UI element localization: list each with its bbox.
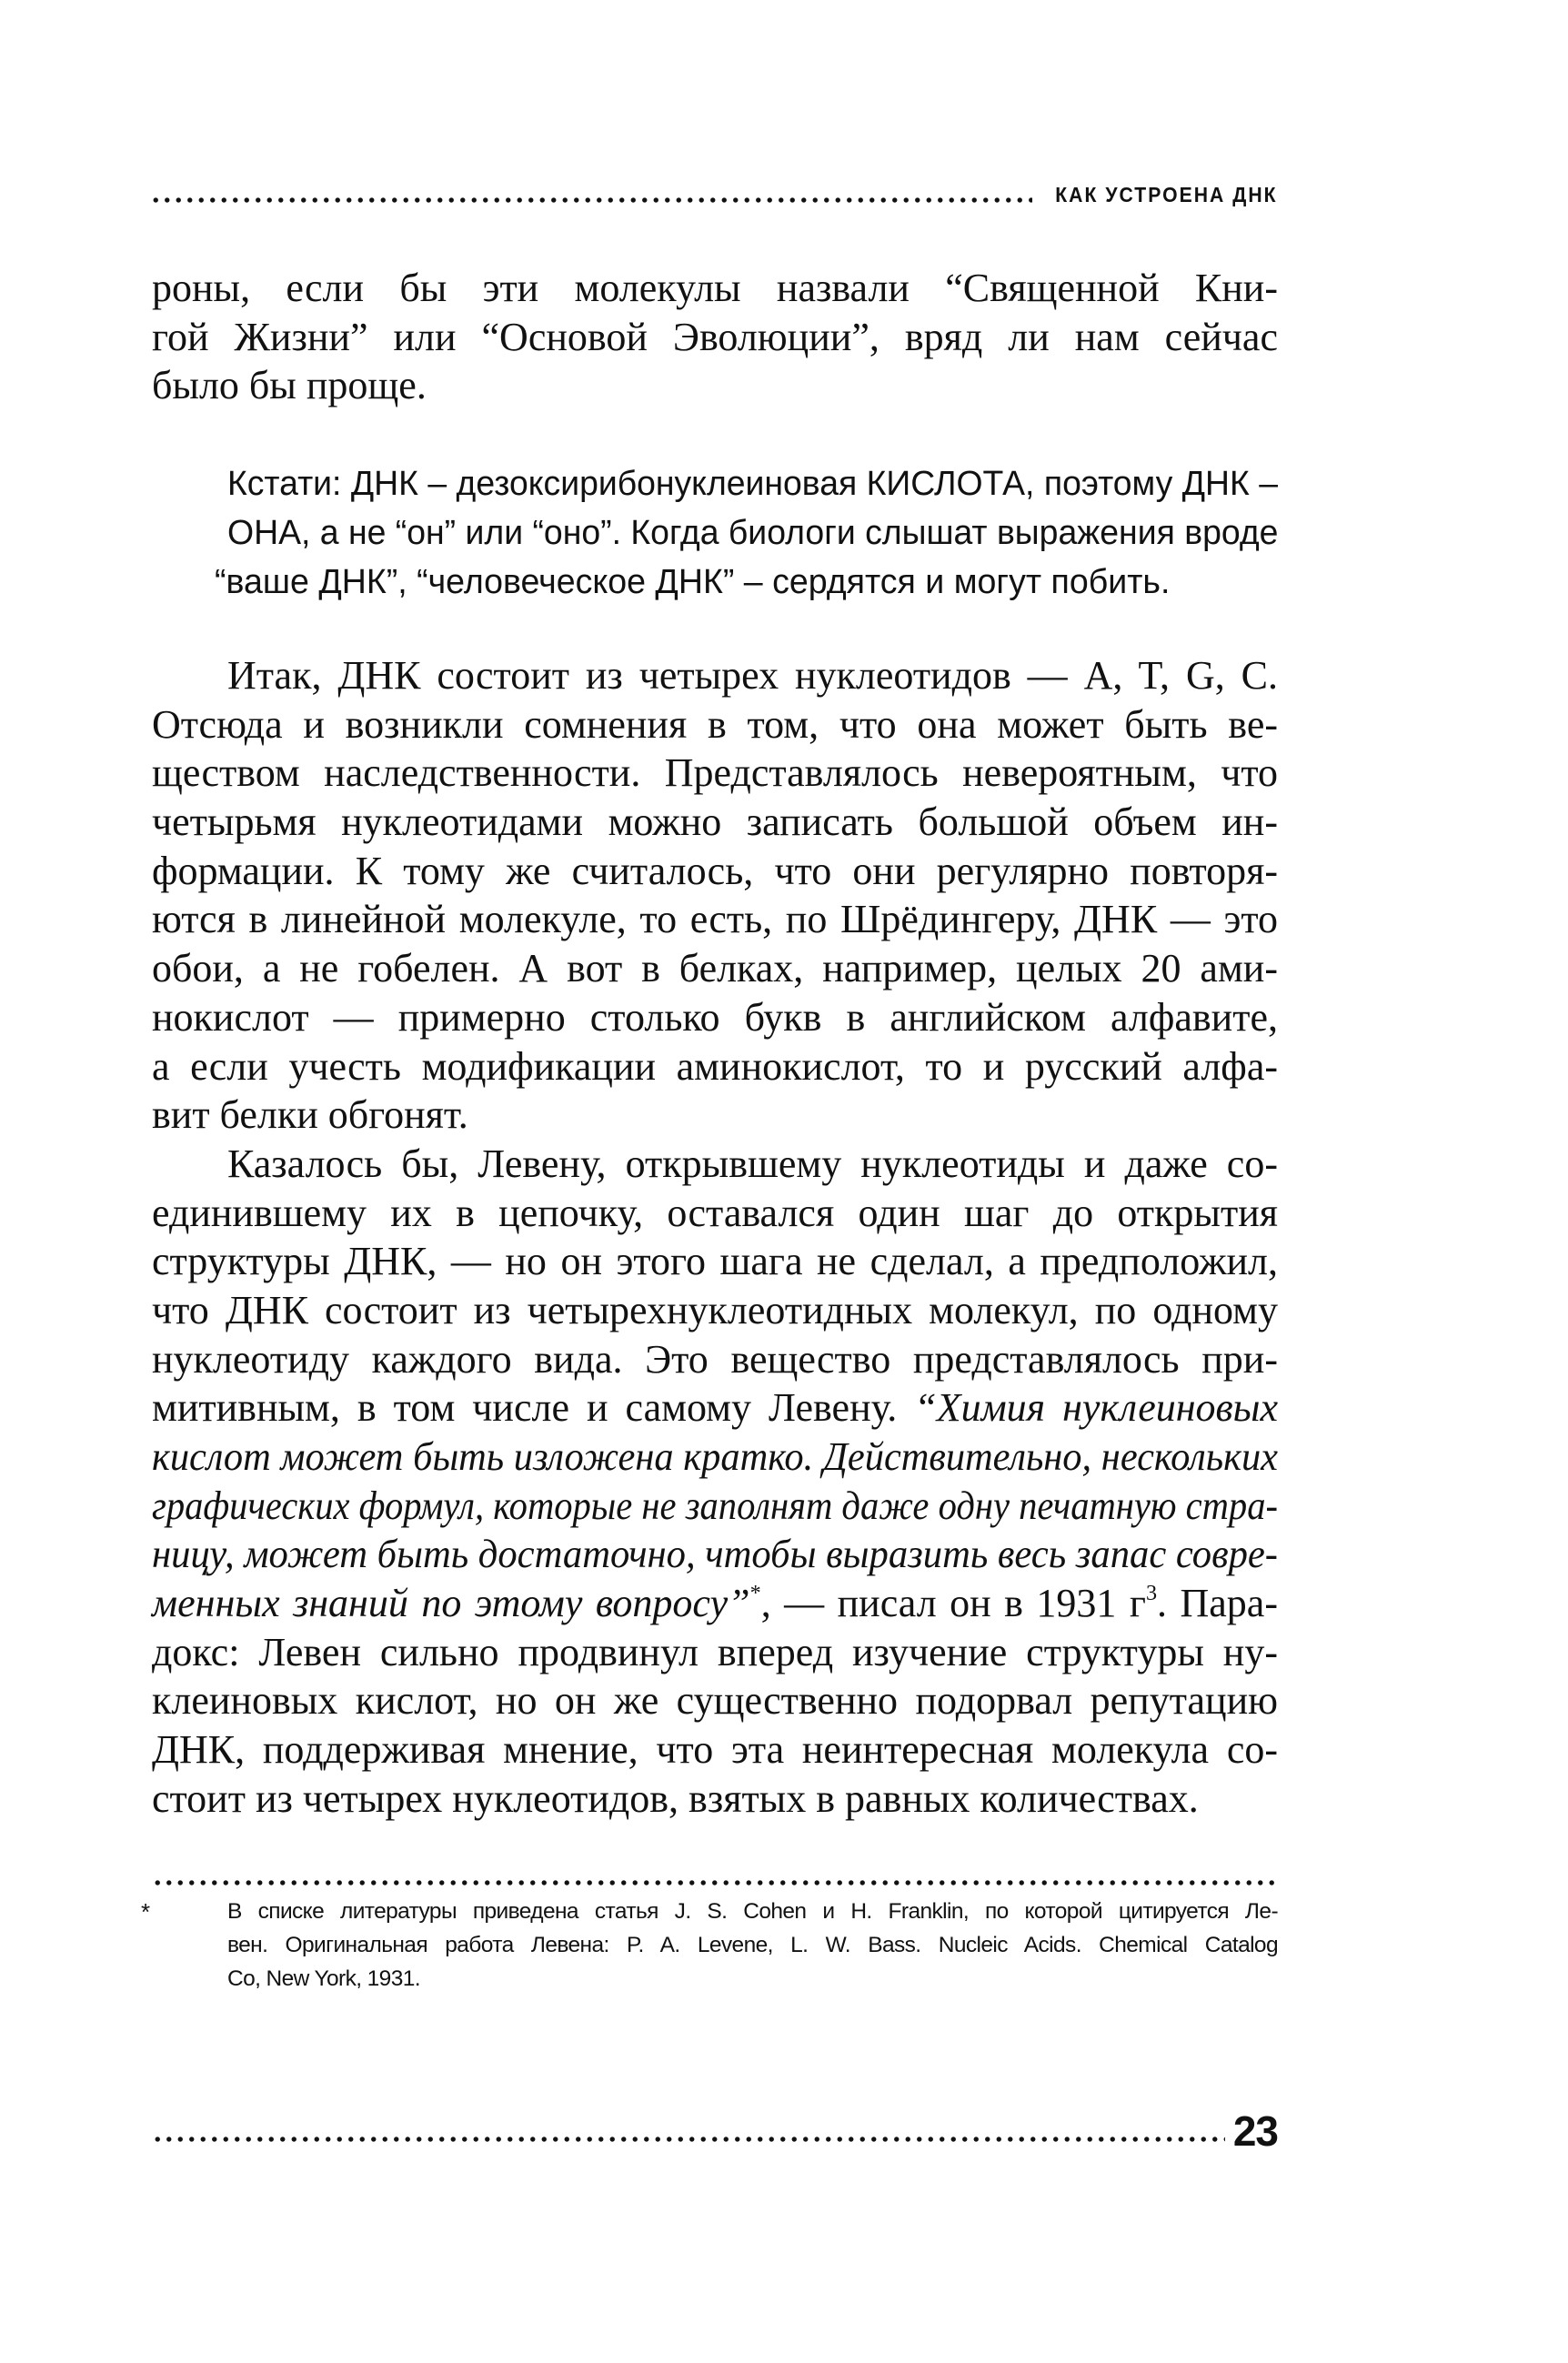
text-line <box>227 508 1278 558</box>
text-line <box>152 1140 1278 1189</box>
text-run: ются в линейной молекуле, то есть, по Шрёдингеру, ДНК — это <box>152 897 1278 942</box>
text-line <box>152 1482 1278 1531</box>
text-run: Кстати: ДНК – дезоксирибонуклеиновая КИСЛОТА, поэтому ДНК – <box>227 465 1278 503</box>
text-line <box>152 1628 1278 1677</box>
footnote-text <box>227 1895 1278 1996</box>
text-run: единившему их в цепочку, оставался один шаг до открытия <box>152 1190 1278 1235</box>
text-run: ществом наследственности. Представлялось невероятным, что <box>152 750 1278 796</box>
text-run: роны, если бы эти молекулы назвали “Священной Кни- <box>152 266 1278 310</box>
text-run: вит белки обгонят. <box>152 1092 468 1138</box>
text-line <box>152 749 1278 798</box>
text-run: нуклеотиду каждого вида. Это вещество представлялось при- <box>152 1336 1278 1382</box>
running-head-leader-dots <box>150 197 1032 203</box>
footnote-marker: * <box>141 1898 151 1926</box>
text-run: обои, а не гобелен. А вот в белках, например, целых 20 ами- <box>152 946 1278 991</box>
main-text <box>152 651 1278 1824</box>
text-run: Казалось бы, Левену, открывшему нуклеотиды и даже со- <box>227 1141 1278 1186</box>
italic-quote: “Химия нуклеиновых <box>914 1385 1278 1431</box>
text-line <box>152 1383 1278 1433</box>
text-run: структуры ДНК, — но он этого шага не сделал, а предположил, <box>152 1239 1278 1284</box>
text-line <box>152 1042 1278 1091</box>
text-line <box>152 1335 1278 1384</box>
text-line <box>152 1433 1278 1482</box>
text-line <box>152 993 1278 1042</box>
text-run: гой Жизни” или “Основой Эволюции”, вряд ли нам сейчас <box>152 314 1278 359</box>
text-run: формации. К тому же считалось, что они регулярно повторя- <box>152 848 1278 893</box>
text-run: ДНК, поддерживая мнение, что эта неинтересная молекула со- <box>152 1727 1278 1773</box>
text-line <box>152 1189 1278 1238</box>
text-line <box>215 558 1265 607</box>
callout-note <box>215 459 1279 607</box>
folio-leader-dots <box>152 2137 1225 2142</box>
text-line <box>152 1775 1278 1824</box>
text-line <box>227 1928 1278 1962</box>
text-line <box>152 895 1278 944</box>
text-run: Итак, ДНК состоит из четырех нуклеотидов — A, T, G, C. <box>227 653 1278 698</box>
text-run: что ДНК состоит из четырехнуклеотидных молекул, по одному <box>152 1287 1278 1332</box>
text-line <box>227 1895 1278 1928</box>
intro-paragraph <box>152 264 1278 410</box>
text-run: докс: Левен сильно продвинул вперед изучение структуры ну- <box>152 1629 1278 1674</box>
text-line <box>152 1237 1278 1286</box>
text-line <box>152 700 1278 749</box>
text-run: Co, New York, 1931. <box>227 1966 420 1991</box>
text-line <box>152 264 1278 313</box>
text-line <box>152 1091 1278 1140</box>
text-line <box>152 847 1278 896</box>
text-run: В списке литературы приведена статья J. S. Cohen и H. Franklin, по которой цитируется Ле- <box>227 1899 1278 1924</box>
text-run: Отсюда и возникли сомнения в том, что она может быть ве- <box>152 701 1278 747</box>
italic-quote: кислот может быть изложена кратко. Действительно, нескольких <box>152 1434 1278 1479</box>
text-line <box>152 313 1278 362</box>
text-run: вен. Оригинальная работа Левена: P. A. Levene, L. W. Bass. Nucleic Acids. Chemical Catalog <box>227 1933 1278 1957</box>
text-line <box>227 1962 1278 1996</box>
text-line <box>152 1579 1278 1628</box>
text-line <box>152 361 1278 410</box>
text-line <box>152 1530 1278 1579</box>
text-run: “ваше ДНК”, “человеческое ДНК” – сердятся и могут побить. <box>215 563 1171 601</box>
text-run: клеиновых кислот, но он же существенно подорвал репутацию <box>152 1678 1278 1724</box>
running-head: КАК УСТРОЕНА ДНК <box>1055 183 1278 206</box>
page-number: 23 <box>1232 2107 1278 2155</box>
italic-quote: ницу, может быть достаточно, чтобы выразить весь запас совре- <box>152 1532 1278 1577</box>
text-line <box>152 944 1278 993</box>
text-line <box>152 651 1278 700</box>
text-run: ОНА, а не “он” или “оно”. Когда биологи слышат выражения вроде <box>227 514 1279 552</box>
text-run: а если учесть модификации аминокислот, то и русский алфа- <box>152 1043 1278 1089</box>
superscript-reference: 3 <box>1145 1580 1158 1605</box>
text-line <box>152 798 1278 847</box>
text-run: , — писал он в 1931 г <box>760 1581 1146 1626</box>
text-run: митивным, в том числе и самому Левену. <box>152 1385 915 1431</box>
italic-quote: графических формул, которые не заполнят даже одну печатную стра- <box>152 1483 1278 1528</box>
text-run: было бы проще. <box>152 363 427 408</box>
text-line <box>152 1725 1278 1775</box>
text-run: нокислот — примерно столько букв в английском алфавите, <box>152 994 1278 1040</box>
text-line <box>152 1286 1278 1335</box>
text-line <box>227 459 1278 508</box>
superscript-reference: * <box>749 1580 761 1605</box>
italic-quote: менных знаний по этому вопросу” <box>152 1581 750 1626</box>
text-line <box>152 1676 1278 1725</box>
text-run: . Пара- <box>1157 1581 1278 1626</box>
footnote-separator <box>152 1880 1278 1885</box>
text-run: четырьмя нуклеотидами можно записать большой объем ин- <box>152 799 1278 845</box>
text-run: стоит из четырех нуклеотидов, взятых в равных количествах. <box>152 1775 1199 1821</box>
